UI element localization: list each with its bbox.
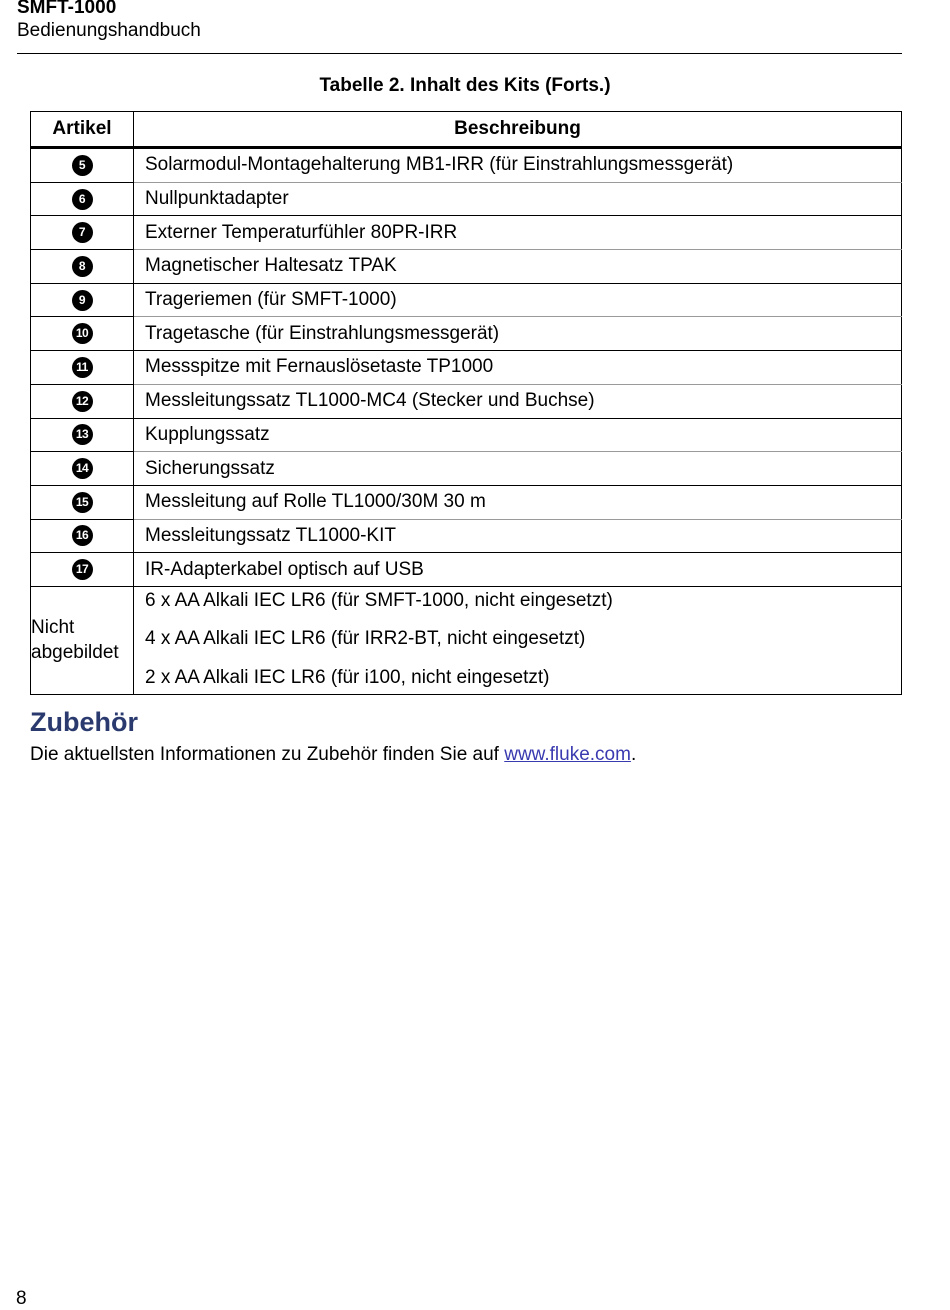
table-row (31, 519, 902, 553)
table-row (31, 485, 902, 519)
not-shown-label-line2: abgebildet (31, 642, 119, 664)
item-number-badge: 8 (72, 256, 93, 277)
item-number-badge: 13 (72, 424, 93, 445)
item-number-badge: 17 (72, 559, 93, 580)
page-header (17, 0, 902, 54)
item-description: Messleitungssatz TL1000-MC4 (Stecker und Buchse) (134, 384, 902, 418)
table-row (31, 250, 902, 284)
product-model: SMFT-1000 (17, 0, 117, 18)
battery-item: 6 x AA Alkali IEC LR6 (für SMFT-1000, nicht eingesetzt) (145, 589, 613, 611)
item-description: Kupplungssatz (134, 418, 902, 452)
item-number-badge: 12 (72, 391, 93, 412)
fluke-website-link[interactable]: www.fluke.com (504, 744, 631, 765)
item-number-cell (31, 250, 134, 284)
battery-item: 4 x AA Alkali IEC LR6 (für IRR2-BT, nicht eingesetzt) (145, 628, 586, 650)
accessories-text: Die aktuellsten Informationen zu Zubehör finden Sie auf (30, 744, 505, 765)
item-number-cell (31, 351, 134, 385)
not-shown-label (31, 586, 134, 694)
table-row (31, 283, 902, 317)
item-number-badge: 16 (72, 525, 93, 546)
battery-list (134, 586, 902, 694)
item-description: Tragetasche (für Einstrahlungsmessgerät) (134, 317, 902, 351)
item-number-cell (31, 418, 134, 452)
item-number-badge: 9 (72, 290, 93, 311)
item-number-badge: 6 (72, 189, 93, 210)
item-number-badge: 14 (72, 458, 93, 479)
section-title-accessories: Zubehör (30, 707, 138, 737)
item-number-cell (31, 452, 134, 486)
table-caption: Tabelle 2. Inhalt des Kits (Forts.) (319, 75, 611, 96)
item-number-cell (31, 384, 134, 418)
item-number-cell (31, 148, 134, 183)
table-row (31, 418, 902, 452)
item-description: Solarmodul-Montagehalterung MB1-IRR (für Einstrahlungsmessgerät) (134, 148, 902, 183)
table-row (31, 384, 902, 418)
table-row-not-shown (31, 586, 902, 694)
item-description: IR-Adapterkabel optisch auf USB (134, 553, 902, 587)
item-description: Messleitungssatz TL1000-KIT (134, 519, 902, 553)
item-number-badge: 11 (72, 357, 93, 378)
item-number-cell (31, 317, 134, 351)
item-number-cell (31, 485, 134, 519)
item-description: Sicherungssatz (134, 452, 902, 486)
table-row (31, 148, 902, 183)
item-number-badge: 5 (72, 155, 93, 176)
table-row (31, 317, 902, 351)
item-number-cell (31, 216, 134, 250)
table-row (31, 452, 902, 486)
battery-item: 2 x AA Alkali IEC LR6 (für i100, nicht eingesetzt) (145, 666, 550, 688)
manual-title: Bedienungshandbuch (17, 20, 201, 41)
item-number-cell (31, 553, 134, 587)
page-number: 8 (16, 1288, 27, 1309)
item-description: Messspitze mit Fernauslösetaste TP1000 (134, 351, 902, 385)
column-header-item: Artikel (31, 112, 134, 148)
item-description: Nullpunktadapter (134, 182, 902, 216)
not-shown-label-line1: Nicht (31, 617, 75, 639)
item-number-badge: 7 (72, 222, 93, 243)
table-row (31, 182, 902, 216)
item-number-badge: 10 (72, 323, 93, 344)
accessories-text-end: . (630, 744, 637, 765)
table-header-row (31, 112, 902, 148)
table-row (31, 216, 902, 250)
item-number-cell (31, 182, 134, 216)
table-row (31, 351, 902, 385)
item-description: Magnetischer Haltesatz TPAK (134, 250, 902, 284)
kit-contents-table (30, 111, 902, 695)
accessories-paragraph (30, 744, 636, 766)
item-number-cell (31, 519, 134, 553)
item-number-cell (31, 283, 134, 317)
item-description: Trageriemen (für SMFT-1000) (134, 283, 902, 317)
column-header-description: Beschreibung (134, 112, 902, 148)
item-description: Externer Temperaturfühler 80PR-IRR (134, 216, 902, 250)
item-description: Messleitung auf Rolle TL1000/30M 30 m (134, 485, 902, 519)
item-number-badge: 15 (72, 492, 93, 513)
table-row (31, 553, 902, 587)
